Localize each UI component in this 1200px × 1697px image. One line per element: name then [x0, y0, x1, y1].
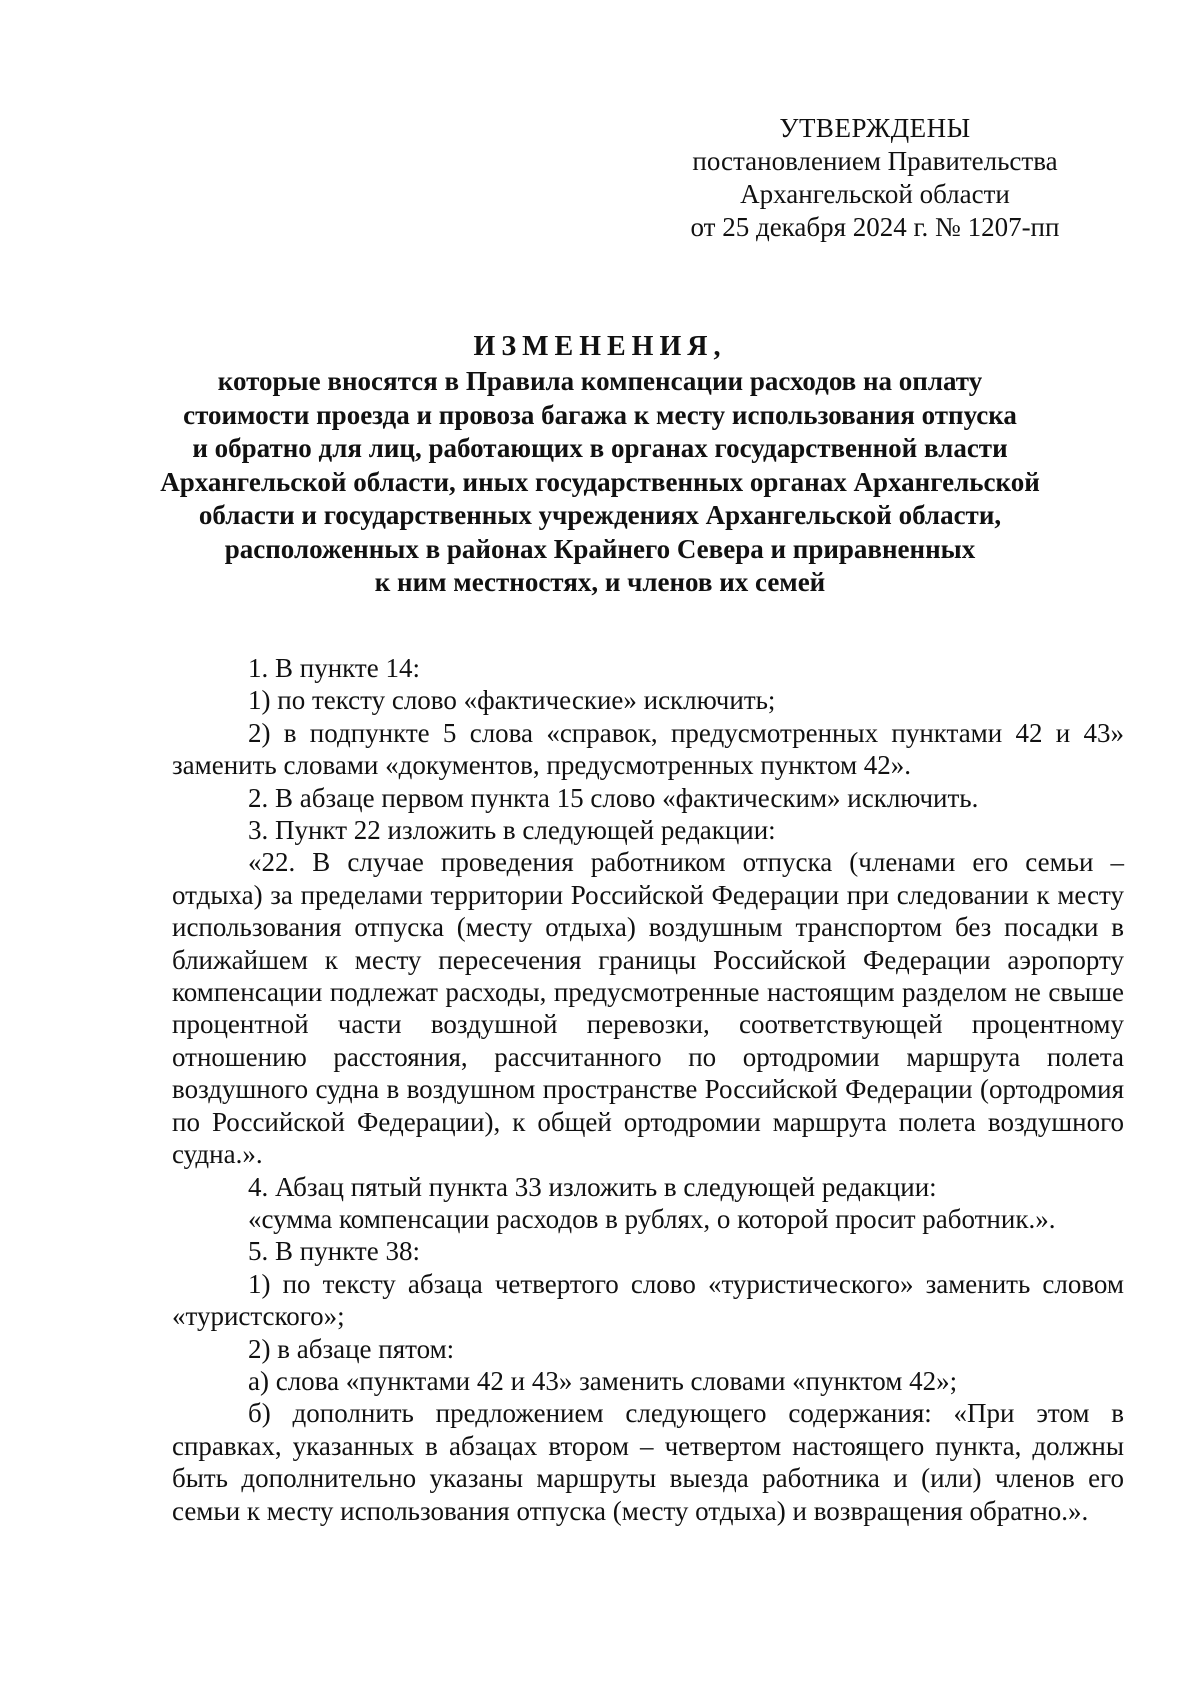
approval-line-2: Архангельской области: [740, 179, 1010, 209]
document-heading: [150, 330, 1050, 600]
paragraph: «22. В случае проведения работником отпуска (членами его семьи – отдыха) за пределами территории Российской Федерации при следовании к месту использования отпуска (месту отдыха) воздушным транспортом без посадки в ближайшем к месту пересечения границы Российской Федерации аэропорту компенсации подлежат расходы, предусмотренные настоящим разделом не свыше процентной части воздушной перевозки, соответствующей процентному отношению расстояния, рассчитанного по ортодромии маршрута полета воздушного судна в воздушном пространстве Российской Федерации (ортодромия по Российской Федерации), к общей ортодромии маршрута полета воздушного судна.».: [172, 847, 1124, 1170]
paragraph: 1) по тексту слово «фактические» исключить;: [248, 685, 776, 716]
paragraph: 3. Пункт 22 изложить в следующей редакции:: [248, 815, 776, 846]
heading-line: к ним местностях, и членов их семей: [374, 567, 826, 597]
heading-line: и обратно для лиц, работающих в органах государственной власти: [192, 433, 1008, 463]
heading-title: ИЗМЕНЕНИЯ,: [473, 331, 727, 362]
approval-line-3: от 25 декабря 2024 г. № 1207-пп: [690, 212, 1060, 242]
heading-line: Архангельской области, иных государственных органах Архангельской: [160, 466, 1040, 497]
paragraph: 1. В пункте 14:: [248, 653, 420, 683]
paragraph: 1) по тексту абзаца четвертого слово «туристического» заменить словом «туристского»;: [172, 1268, 1124, 1332]
paragraph: 2) в подпункте 5 слова «справок, предусмотренных пунктами 42 и 43» заменить словами «документов, предусмотренных пунктом 42».: [172, 717, 1124, 781]
paragraph: 2. В абзаце первом пункта 15 слово «фактическим» исключить.: [248, 782, 979, 813]
heading-line: которые вносятся в Правила компенсации расходов на оплату: [217, 366, 983, 396]
heading-line: стоимости проезда и провоза багажа к месту использования отпуска: [183, 399, 1017, 430]
heading-line: области и государственных учреждениях Архангельской области,: [198, 500, 1002, 530]
heading-line: расположенных в районах Крайнего Севера и приравненных: [224, 533, 976, 564]
approval-stamp-block: [660, 112, 1090, 244]
document-body: [172, 652, 1124, 1527]
paragraph: б) дополнить предложением следующего содержания: «При этом в справках, указанных в абзацах втором – четвертом настоящего пункта, должны быть дополнительно указаны маршруты выезда работника и (или) членов его семьи к месту использования отпуска (месту отдыха) и возвращения обратно.».: [172, 1398, 1124, 1526]
approval-line-1: постановлением Правительства: [692, 146, 1058, 176]
paragraph: 2) в абзаце пятом:: [248, 1333, 455, 1364]
paragraph: а) слова «пунктами 42 и 43» заменить словами «пунктом 42»;: [248, 1365, 958, 1396]
approval-title: УТВЕРЖДЕНЫ: [779, 113, 971, 143]
paragraph: 4. Абзац пятый пункта 33 изложить в следующей редакции:: [248, 1171, 937, 1202]
paragraph: 5. В пункте 38:: [248, 1236, 420, 1267]
paragraph: «сумма компенсации расходов в рублях, о которой просит работник.».: [248, 1203, 1056, 1234]
